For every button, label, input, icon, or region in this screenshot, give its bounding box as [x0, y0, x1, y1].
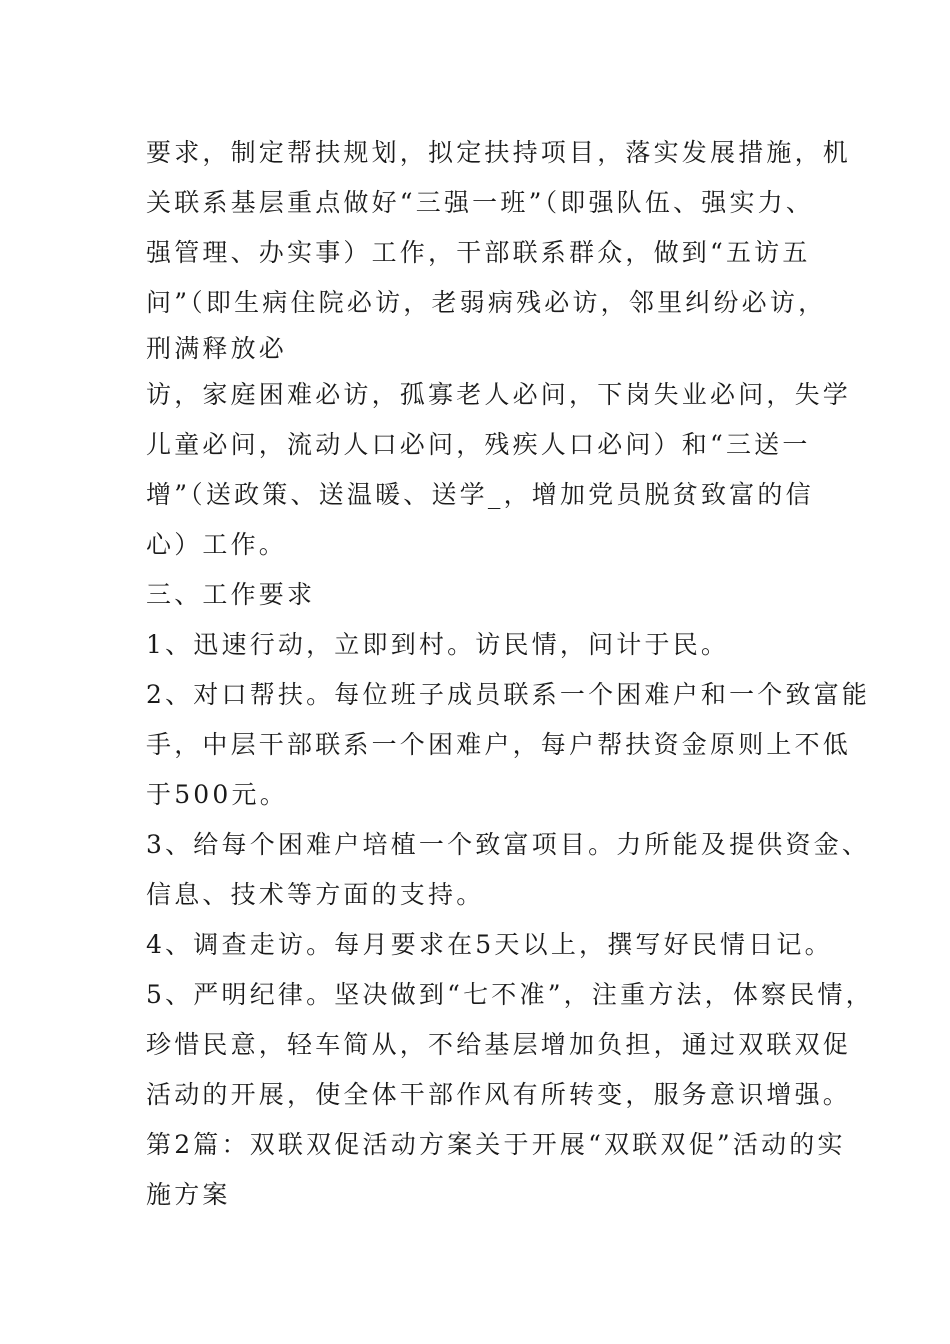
text-line: 儿童必问，流动人口必问，残疾人口必问）和“三送一: [146, 430, 811, 459]
list-item: 5、严明纪律。坚决做到“七不准”，注重方法，体察民情，: [146, 980, 874, 1009]
text-line: 刑满释放必: [146, 334, 288, 363]
text-line: 问”（即生病住院必访，老弱病残必访，邻里纠纷必访，: [146, 288, 827, 317]
text-line: 增”（送政策、送温暖、送学_，增加党员脱贫致富的信: [146, 480, 814, 509]
section-heading: 三、工作要求: [146, 580, 316, 609]
text-line: 心）工作。: [146, 530, 288, 559]
document-body: [146, 128, 874, 1220]
list-item: 2、对口帮扶。每位班子成员联系一个困难户和一个致富能: [146, 680, 871, 709]
text-line: 访，家庭困难必访，孤寡老人必问，下岗失业必问，失学: [146, 380, 852, 409]
list-item: 4、调查走访。每月要求在5天以上，撰写好民情日记。: [146, 930, 833, 959]
text-line: 强管理、办实事）工作，干部联系群众，做到“五访五: [146, 238, 811, 267]
text-line: 珍惜民意，轻车简从，不给基层增加负担，通过双联双促: [146, 1030, 852, 1059]
text-line: 信息、技术等方面的支持。: [146, 880, 485, 909]
text-line: 手，中层干部联系一个困难户，每户帮扶资金原则上不低: [146, 730, 852, 759]
text-line: 施方案: [146, 1180, 231, 1209]
list-item: 1、迅速行动，立即到村。访民情，问计于民。: [146, 630, 730, 659]
text-line: 要求，制定帮扶规划，拟定扶持项目，落实发展措施，机: [146, 138, 852, 167]
text-line: 于500元。: [146, 780, 288, 809]
section-title: 第2篇：双联双促活动方案关于开展“双联双促”活动的实: [146, 1130, 846, 1159]
text-line: 活动的开展，使全体干部作风有所转变，服务意识增强。: [146, 1080, 852, 1109]
text-line: 关联系基层重点做好“三强一班”（即强队伍、强实力、: [146, 188, 815, 217]
list-item: 3、给每个困难户培植一个致富项目。力所能及提供资金、: [146, 830, 871, 859]
